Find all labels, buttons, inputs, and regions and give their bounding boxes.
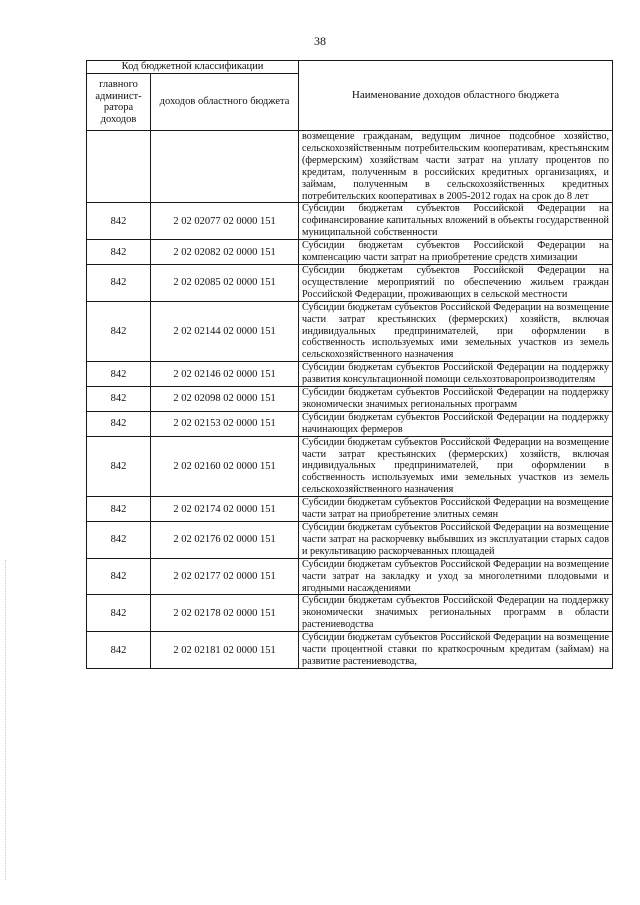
income-code-cell: 2 02 02082 02 0000 151 (151, 240, 299, 265)
income-name-cell: Субсидии бюджетам субъектов Российской Федерации на возмещение части процентной ставки по краткосрочным кредитам (займам) на развитие растениеводства, (299, 632, 613, 669)
admin-code-cell: 842 (87, 497, 151, 522)
table-row (87, 203, 613, 240)
income-name-cell: Субсидии бюджетам субъектов Российской Федерации на осуществление мероприятий по обеспечению жильем граждан Российской Федерации, проживающих в сельской местности (299, 264, 613, 301)
table-row (87, 595, 613, 632)
admin-code-cell: 842 (87, 411, 151, 436)
income-name-cell: Субсидии бюджетам субъектов Российской Федерации на поддержку развития консультационной помощи сельхозтоваропроизводителям (299, 362, 613, 387)
income-name-cell: Субсидии бюджетам субъектов Российской Федерации на поддержку экономически значимых региональных программ (299, 387, 613, 412)
income-code-cell: 2 02 02178 02 0000 151 (151, 595, 299, 632)
income-name-cell: Субсидии бюджетам субъектов Российской Федерации на компенсацию части затрат на приобретение средств химизации (299, 240, 613, 265)
income-name-cell: Субсидии бюджетам субъектов Российской Федерации на поддержку экономически значимых региональных программ в области растениеводства (299, 595, 613, 632)
income-code-cell: 2 02 02174 02 0000 151 (151, 497, 299, 522)
income-code-cell (151, 131, 299, 203)
income-code-cell: 2 02 02146 02 0000 151 (151, 362, 299, 387)
table-row (87, 632, 613, 669)
table-row (87, 558, 613, 595)
table-row (87, 362, 613, 387)
income-code-cell: 2 02 02144 02 0000 151 (151, 301, 299, 362)
income-code-cell: 2 02 02177 02 0000 151 (151, 558, 299, 595)
admin-code-cell: 842 (87, 595, 151, 632)
table-row (87, 411, 613, 436)
income-name-cell: Субсидии бюджетам субъектов Российской Федерации на возмещение части затрат на приобретение элитных семян (299, 497, 613, 522)
table-row-continuation (87, 131, 613, 203)
income-name-cell: Субсидии бюджетам субъектов Российской Федерации на возмещение части затрат на раскорчевку выбывших из эксплуатации старых садов и рекультивацию раскорчеванных площадей (299, 522, 613, 559)
table-row (87, 387, 613, 412)
header-budget-classification-code: Код бюджетной классификации (87, 61, 299, 74)
admin-code-cell: 842 (87, 264, 151, 301)
admin-code-cell: 842 (87, 203, 151, 240)
income-name-cell: Субсидии бюджетам субъектов Российской Федерации на возмещение части затрат крестьянских (фермерских) хозяйств, включая индивидуальных предпринимателей, при оформлении в собственность используемых ими земельных участков из земель сельскохозяйственного назначения (299, 436, 613, 497)
admin-code-cell: 842 (87, 240, 151, 265)
admin-code-cell: 842 (87, 558, 151, 595)
admin-code-cell: 842 (87, 632, 151, 669)
table-row (87, 240, 613, 265)
income-code-cell: 2 02 02160 02 0000 151 (151, 436, 299, 497)
table-row (87, 301, 613, 362)
admin-code-cell: 842 (87, 362, 151, 387)
income-code-cell: 2 02 02077 02 0000 151 (151, 203, 299, 240)
income-code-cell: 2 02 02176 02 0000 151 (151, 522, 299, 559)
income-name-cell: Субсидии бюджетам субъектов Российской Федерации на возмещение части затрат на закладку и уход за многолетними плодовыми и ягодными насаждениями (299, 558, 613, 595)
income-code-cell: 2 02 02085 02 0000 151 (151, 264, 299, 301)
income-classification-table (86, 60, 613, 669)
income-name-cell: Субсидии бюджетам субъектов Российской Федерации на возмещение части затрат крестьянских (фермерских) хозяйств, включая индивидуальных предпринимателей, при оформлении в собственность используемых ими земельных участков из земель сельскохозяйственного назначения (299, 301, 613, 362)
header-income-name: Наименование доходов областного бюджета (299, 61, 613, 131)
income-name-cell: Субсидии бюджетам субъектов Российской Федерации на софинансирование капитальных вложений в объекты государственной муниципальной собственности (299, 203, 613, 240)
header-regional-income: доходов областного бюджета (151, 74, 299, 131)
income-name-cell: возмещение гражданам, ведущим личное подсобное хозяйство, сельскохозяйственным потребительским кооперативам, крестьянским (фермерским) хозяйствам части затрат на уплату процентов по кредитам, полученным в российских кредитных организациях, и займам, полученным в сельскохозяйственных кредитных потребительских кооперативах в 2005-2012 годах на срок до 8 лет (299, 131, 613, 203)
income-code-cell: 2 02 02181 02 0000 151 (151, 632, 299, 669)
income-code-cell: 2 02 02098 02 0000 151 (151, 387, 299, 412)
page-number: 38 (314, 34, 326, 48)
table-row (87, 497, 613, 522)
admin-code-cell: 842 (87, 436, 151, 497)
table-body (87, 131, 613, 669)
header-main-administrator: главного админист-ратора доходов (87, 74, 151, 131)
income-code-cell: 2 02 02153 02 0000 151 (151, 411, 299, 436)
admin-code-cell (87, 131, 151, 203)
admin-code-cell: 842 (87, 387, 151, 412)
scan-margin-line (5, 560, 7, 880)
income-name-cell: Субсидии бюджетам субъектов Российской Федерации на поддержку начинающих фермеров (299, 411, 613, 436)
table-row (87, 436, 613, 497)
table-row (87, 522, 613, 559)
table-row (87, 264, 613, 301)
admin-code-cell: 842 (87, 522, 151, 559)
admin-code-cell: 842 (87, 301, 151, 362)
